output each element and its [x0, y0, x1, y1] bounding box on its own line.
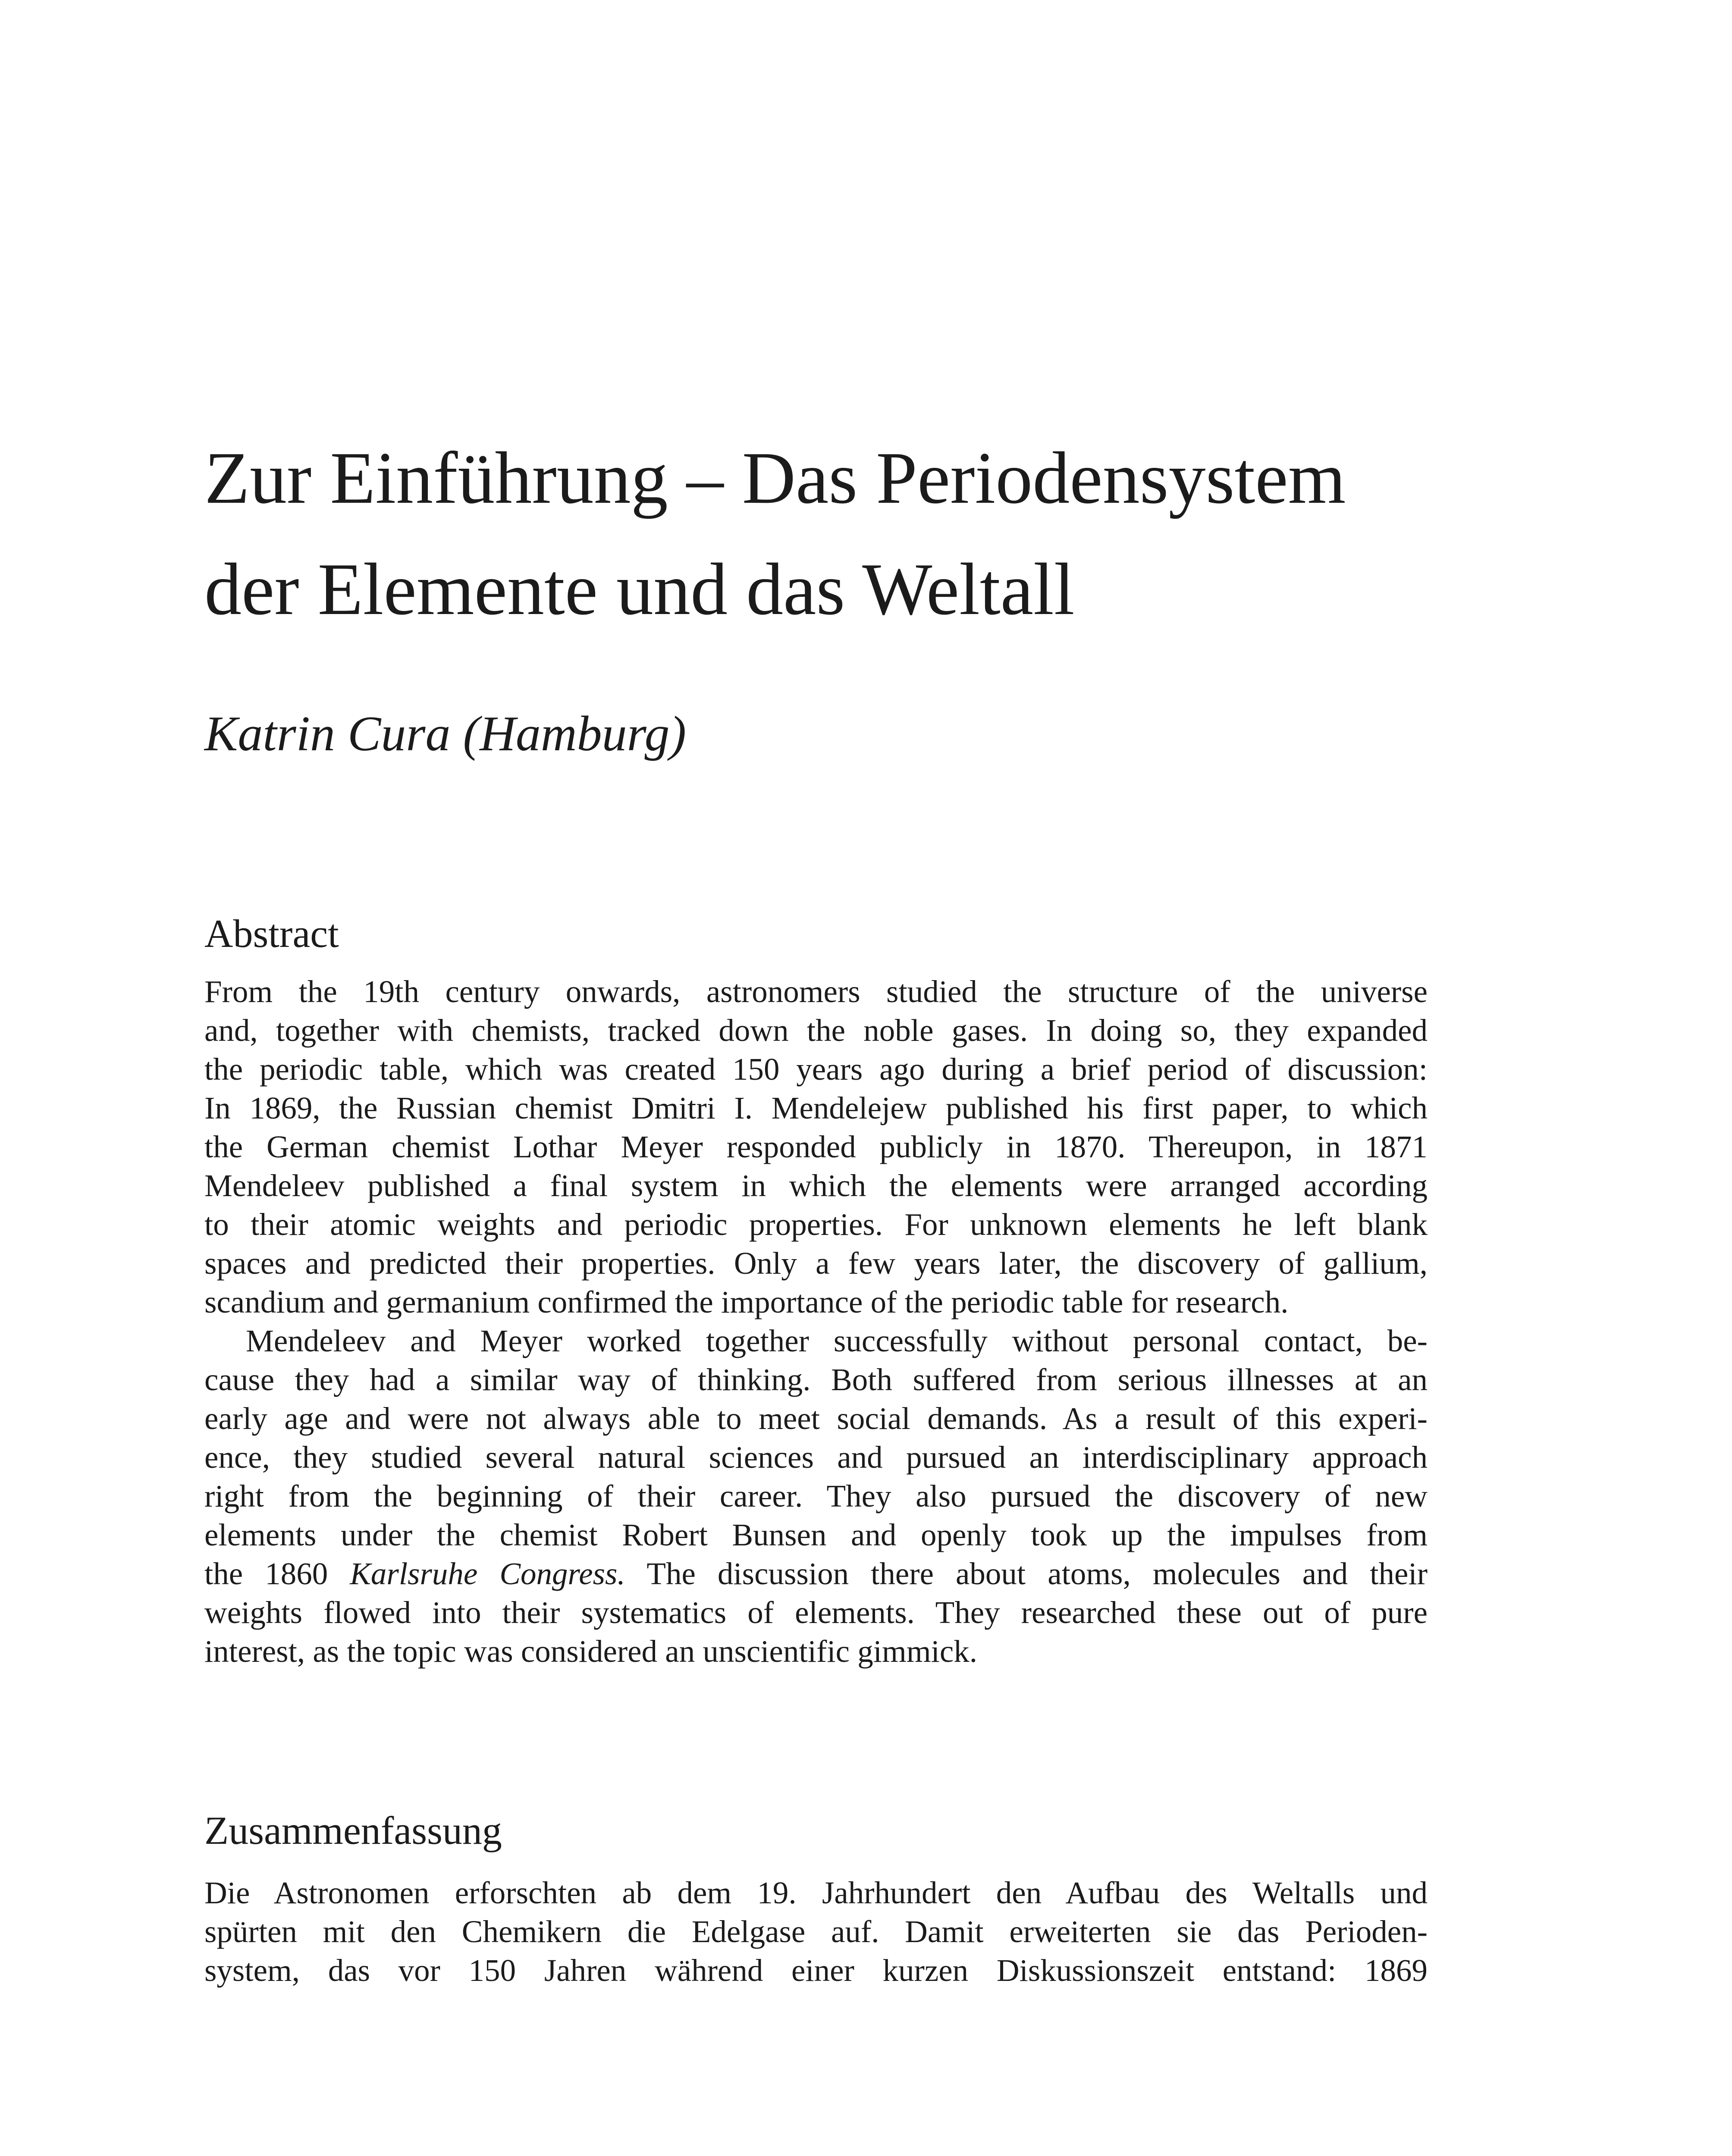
congress-pre-text: the 1860	[204, 1556, 350, 1591]
zusammenfassung-line: system, das vor 150 Jahren während einer kurzen Diskussionszeit entstand: 1869	[204, 1953, 1428, 1988]
abstract-heading: Abstract	[204, 912, 339, 956]
abstract-line: cause they had a similar way of thinking. Both suffered from serious illnesses at an	[204, 1362, 1428, 1397]
abstract-line: to their atomic weights and periodic properties. For unknown elements he left blank	[204, 1207, 1428, 1242]
author-line: Katrin Cura (Hamburg)	[204, 706, 687, 761]
abstract-line: and, together with chemists, tracked down the noble gases. In doing so, they expanded	[204, 1013, 1428, 1048]
abstract-line: right from the beginning of their career. They also pursued the discovery of new	[204, 1479, 1428, 1514]
abstract-line: elements under the chemist Robert Bunsen and openly took up the impulses from	[204, 1517, 1428, 1552]
zusammenfassung-heading: Zusammenfassung	[204, 1808, 502, 1852]
abstract-line: Mendeleev published a final system in which the elements were arranged according	[204, 1168, 1428, 1203]
congress-post-text: The discussion there about atoms, molecules and their	[625, 1556, 1428, 1591]
abstract-line: spaces and predicted their properties. Only a few years later, the discovery of gallium,	[204, 1246, 1428, 1281]
zusammenfassung-body	[204, 1874, 1428, 1990]
abstract-line: the German chemist Lothar Meyer responded publicly in 1870. Thereupon, in 1871	[204, 1129, 1428, 1164]
zusammenfassung-line: Die Astronomen erforschten ab dem 19. Jahrhundert den Aufbau des Weltalls und	[204, 1875, 1428, 1910]
title-line-2: der Elemente und das Weltall	[204, 548, 1075, 630]
paper-title	[204, 423, 1585, 645]
abstract-line: scandium and germanium confirmed the importance of the periodic table for research.	[204, 1285, 1289, 1319]
abstract-line: interest, as the topic was considered an unscientific gimmick.	[204, 1634, 978, 1669]
abstract-line: the periodic table, which was created 150 years ago during a brief period of discussion:	[204, 1052, 1428, 1087]
abstract-line: ence, they studied several natural sciences and pursued an interdisciplinary approach	[204, 1440, 1428, 1475]
abstract-line: From the 19th century onwards, astronomers studied the structure of the universe	[204, 974, 1428, 1009]
congress-name: Karlsruhe Congress.	[350, 1556, 625, 1591]
abstract-line: early age and were not always able to meet social demands. As a result of this experi-	[204, 1401, 1428, 1436]
abstract-body	[204, 972, 1428, 1671]
title-line-1: Zur Einführung – Das Periodensystem	[204, 437, 1346, 519]
abstract-line: In 1869, the Russian chemist Dmitri I. Mendelejew published his first paper, to which	[204, 1091, 1428, 1125]
abstract-line: Mendeleev and Meyer worked together successfully without personal contact, be-	[246, 1323, 1428, 1358]
zusammenfassung-line: spürten mit den Chemikern die Edelgase auf. Damit erweiterten sie das Perioden-	[204, 1914, 1428, 1949]
abstract-line: weights flowed into their systematics of elements. They researched these out of pure	[204, 1595, 1428, 1630]
abstract-line-congress	[204, 1554, 1428, 1593]
